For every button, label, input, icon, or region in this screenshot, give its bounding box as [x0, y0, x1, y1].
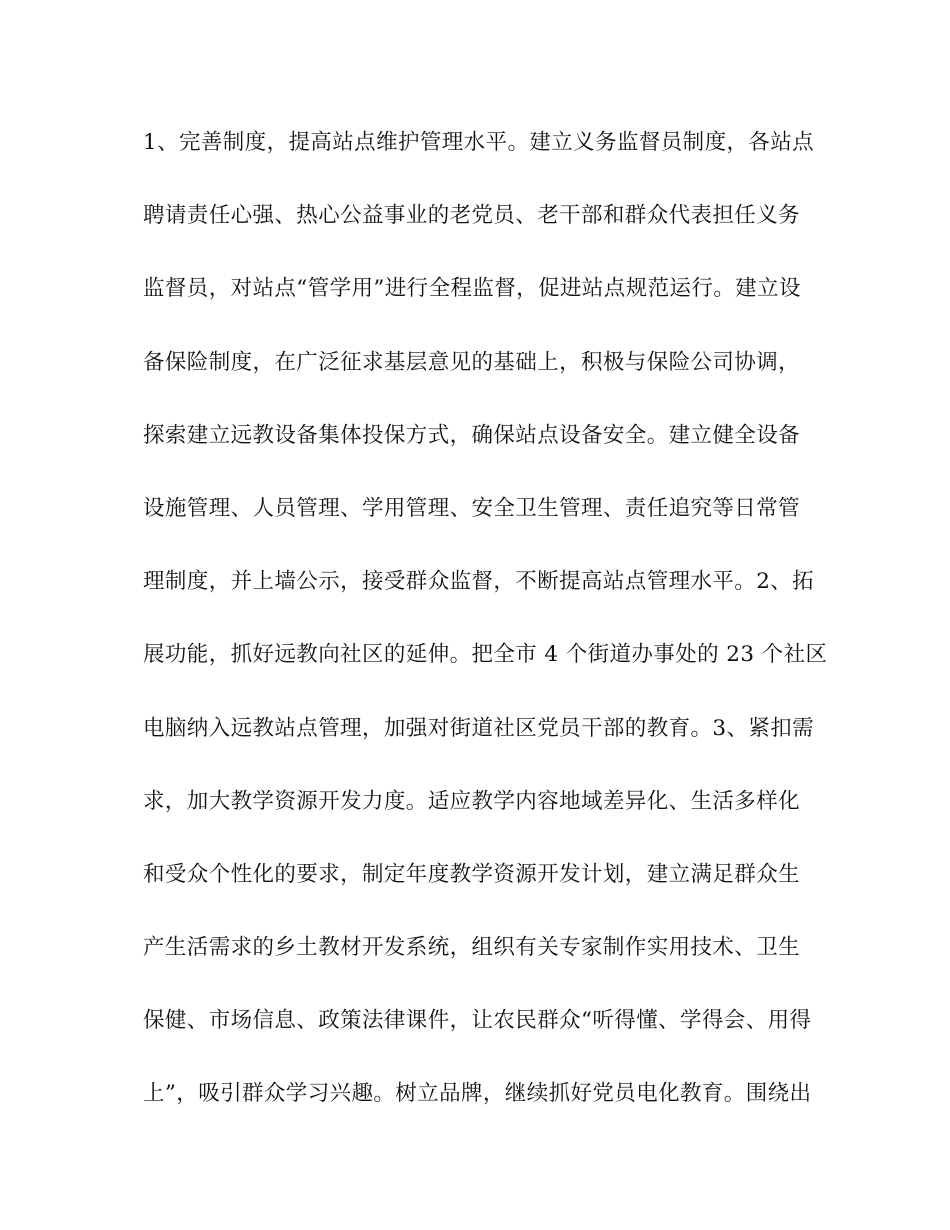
- text-line: 监督员，对站点“管学用”进行全程监督，促进站点规范运行。建立设: [143, 276, 801, 302]
- text-line: 保健、市场信息、政策法律课件，让农民群众“听得懂、学得会、用得: [143, 1008, 812, 1034]
- text-line: 展功能，抓好远教向社区的延伸。把全市 4 个街道办事处的 23 个社区: [143, 642, 828, 668]
- text-line: 理制度，并上墙公示，接受群众监督，不断提高站点管理水平。2、拓: [143, 569, 815, 595]
- text-line: 聘请责任心强、热心公益事业的老党员、老干部和群众代表担任义务: [143, 203, 801, 229]
- text-line: 1、完善制度，提高站点维护管理水平。建立义务监督员制度，各站点: [143, 130, 815, 155]
- text-line: 上”，吸引群众学习兴趣。树立品牌，继续抓好党员电化教育。围绕出: [143, 1081, 812, 1107]
- body-paragraph: [143, 122, 828, 1147]
- text-line: 求，加大教学资源开发力度。适应教学内容地域差异化、生活多样化: [143, 788, 801, 814]
- text-line: 备保险制度，在广泛征求基层意见的基础上，积极与保险公司协调，: [143, 349, 801, 375]
- text-line: 探索建立远教设备集体投保方式，确保站点设备安全。建立健全设备: [143, 422, 801, 448]
- text-line: 电脑纳入远教站点管理，加强对街道社区党员干部的教育。3、紧扣需: [143, 715, 815, 741]
- text-line: 和受众个性化的要求，制定年度教学资源开发计划，建立满足群众生: [143, 861, 801, 887]
- text-line: 设施管理、人员管理、学用管理、安全卫生管理、责任追究等日常管: [143, 495, 801, 521]
- text-line: 产生活需求的乡土教材开发系统，组织有关专家制作实用技术、卫生: [143, 935, 801, 961]
